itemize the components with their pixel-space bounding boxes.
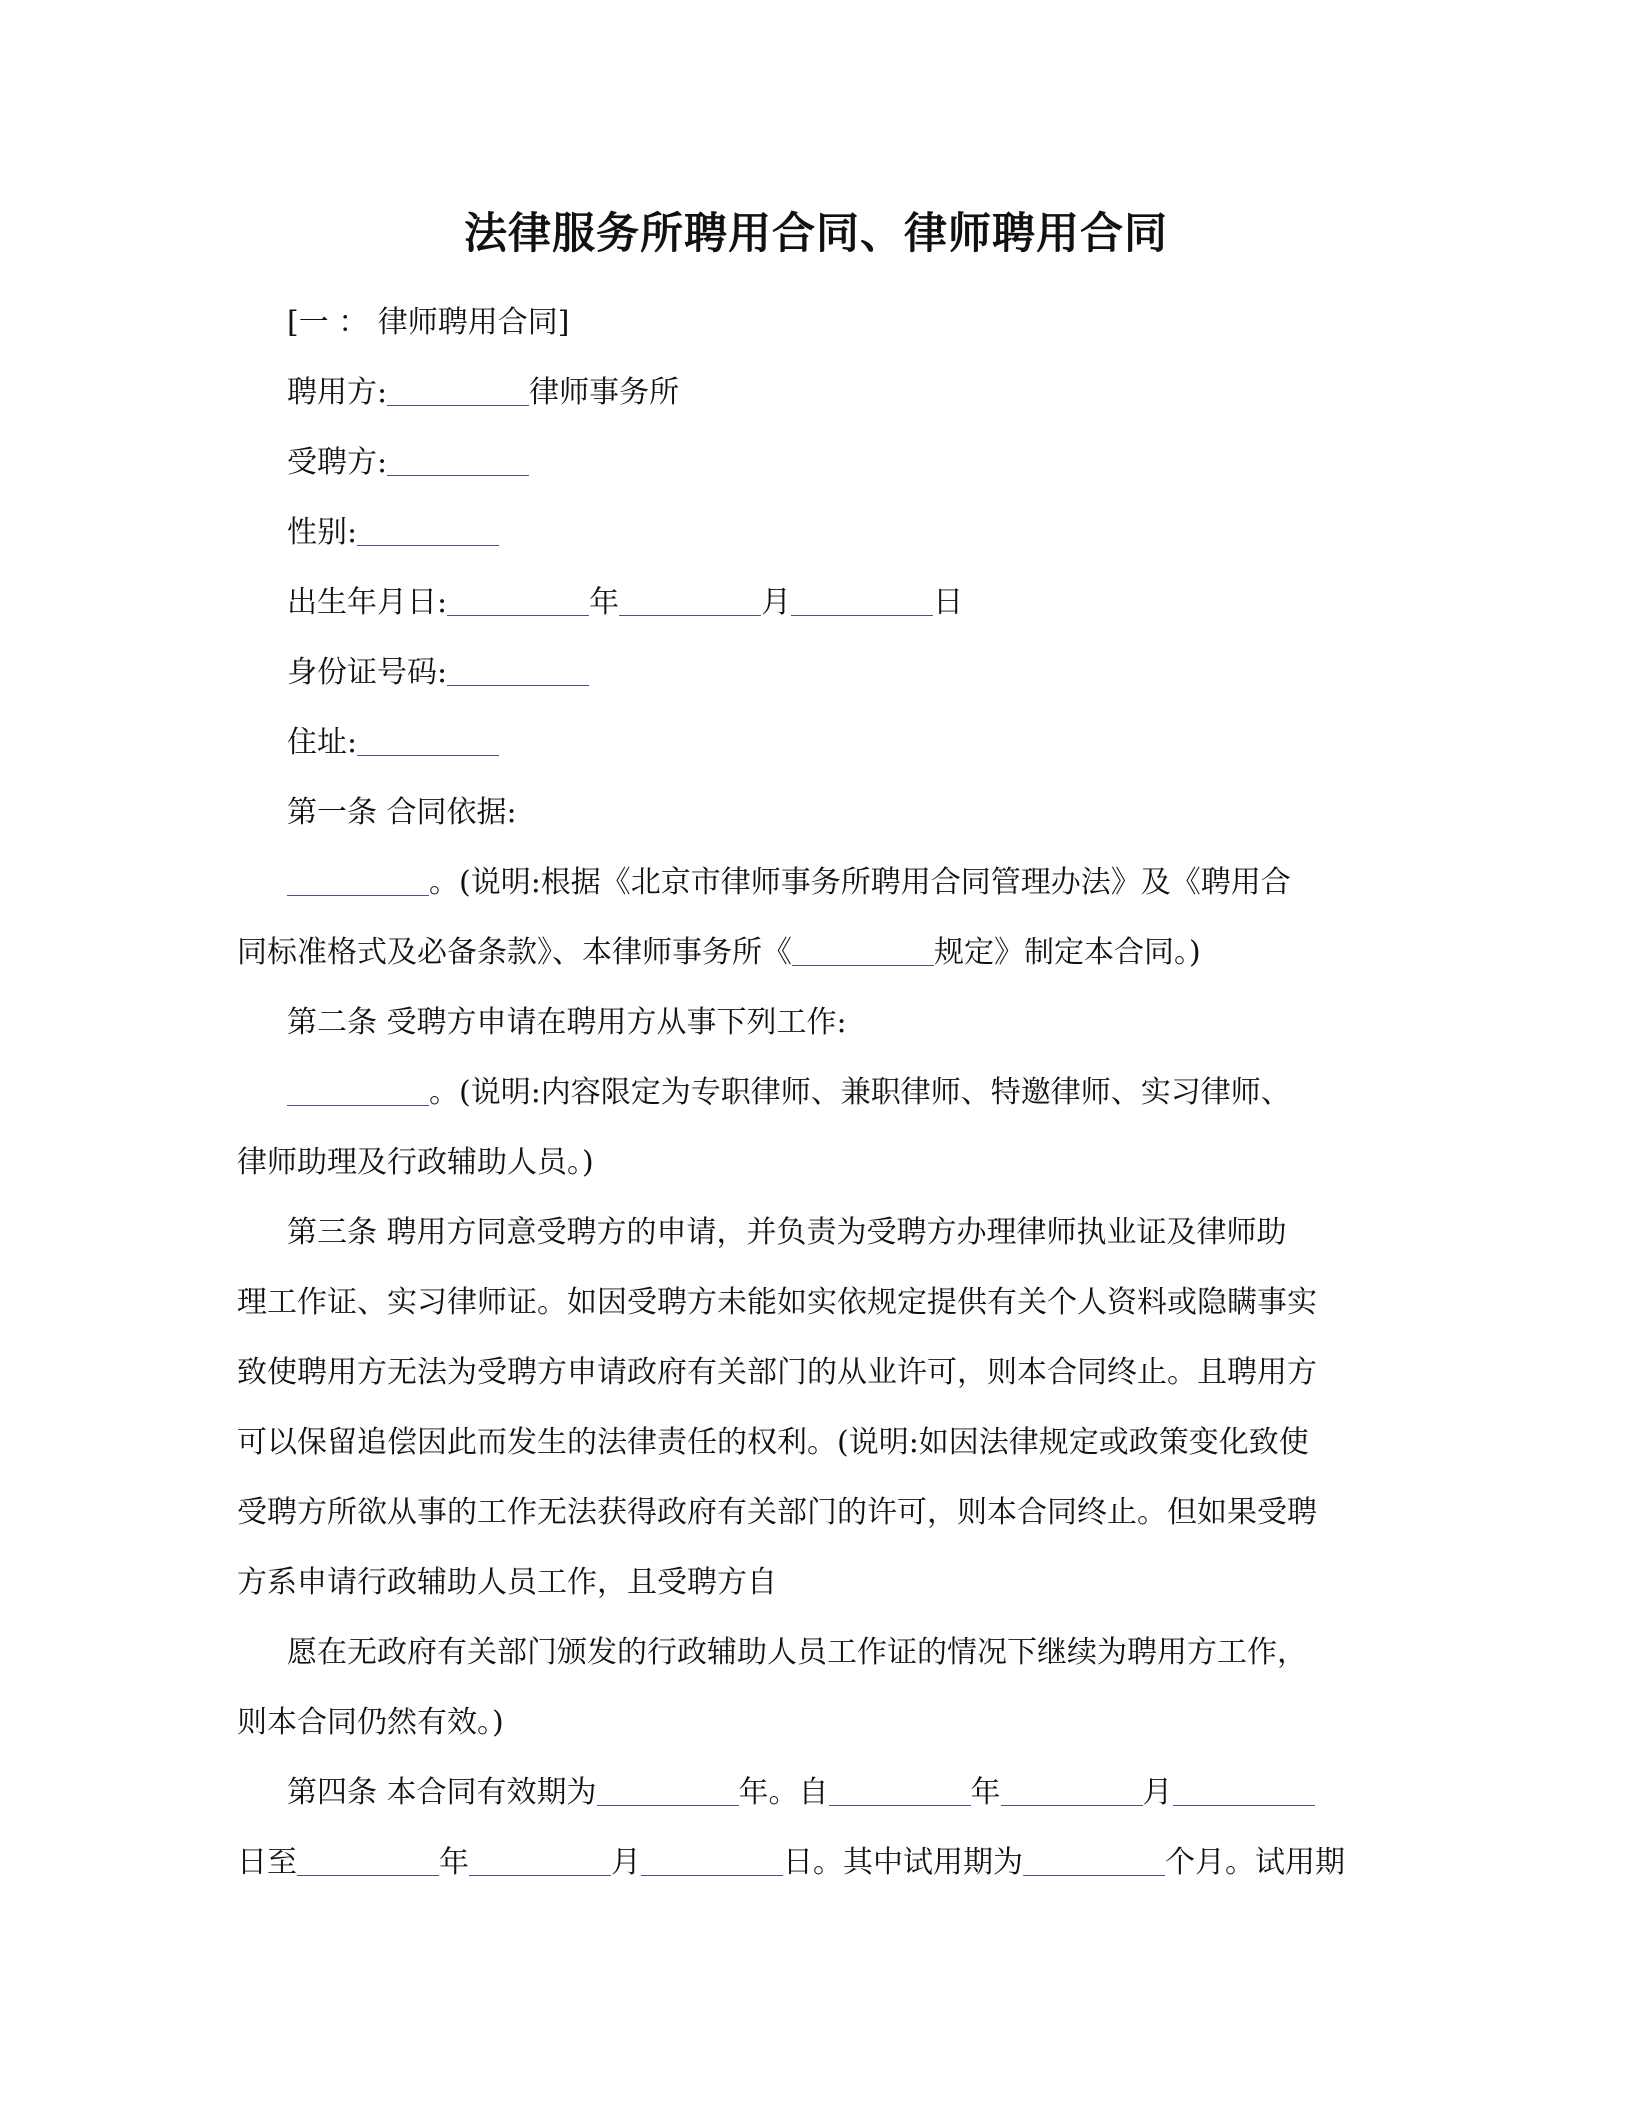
birth-month-blank [619, 585, 761, 616]
article4-text-e: 日至 [237, 1845, 297, 1880]
employer-suffix: 律师事务所 [529, 375, 680, 410]
birth-label: 出生年月日: [287, 585, 448, 620]
month-label: 月 [761, 585, 792, 620]
birth-year-blank [447, 585, 589, 616]
id-blank [447, 655, 589, 686]
end-month-blank [469, 1845, 611, 1876]
employer-blank [387, 375, 529, 406]
gender-line [237, 498, 1387, 568]
article3-line: 致使聘用方无法为受聘方申请政府有关部门的从业许可，则本合同终止。且聘用方 [237, 1355, 1317, 1390]
article1-heading: 第一条 合同依据: [287, 795, 517, 830]
article3-line: 理工作证、实习律师证。如因受聘方未能如实依规定提供有关个人资料或隐瞒事实 [237, 1285, 1317, 1320]
employee-blank [387, 445, 529, 476]
gender-label: 性别: [287, 515, 358, 550]
article4-text-b: 年。自 [738, 1775, 829, 1810]
employee-line [237, 428, 1387, 498]
article3-cont1: 愿在无政府有关部门颁发的行政辅助人员工作证的情况下继续为聘用方工作， [287, 1635, 1307, 1670]
article2-text1: 。(说明:内容限定为专职律师、兼职律师、特邀律师、实习律师、 [429, 1075, 1291, 1110]
article3-line: 方系申请行政辅助人员工作，且受聘方自 [237, 1565, 777, 1600]
document-title: 法律服务所聘用合同、律师聘用合同 [464, 209, 1168, 259]
birth-line [237, 568, 1387, 638]
article3-line: 可以保留追偿因此而发生的法律责任的权利。(说明:如因法律规定或政策变化致使 [237, 1425, 1309, 1460]
probation-blank [1023, 1845, 1165, 1876]
article2-line2: 律师助理及行政辅助人员。) [237, 1145, 594, 1180]
article1-text2b: 规定》制定本合同。) [934, 935, 1201, 970]
end-year-blank [297, 1845, 439, 1876]
article2-line1 [237, 1058, 1387, 1128]
article1-text2a: 同标准格式及必备条款》、本律师事务所《 [237, 935, 792, 970]
article1-line1 [237, 848, 1387, 918]
article4-text-h: 日。其中试用期为 [783, 1845, 1023, 1880]
id-line [237, 638, 1387, 708]
article4-text-f: 年 [439, 1845, 469, 1880]
article3-cont2: 则本合同仍然有效。) [237, 1705, 504, 1740]
year-label: 年 [589, 585, 620, 620]
article4-text-i: 个月。试用期 [1165, 1845, 1345, 1880]
day-label: 日 [933, 585, 964, 620]
address-line [237, 708, 1387, 778]
term-years-blank [597, 1775, 739, 1806]
id-label: 身份证号码: [287, 655, 448, 690]
birth-day-blank [791, 585, 933, 616]
employee-label: 受聘方: [287, 445, 388, 480]
section-heading: [一 ： 律师聘用合同] [287, 305, 570, 340]
article4-text-a: 第四条 本合同有效期为 [287, 1775, 597, 1810]
article2-blank [287, 1075, 429, 1106]
article1-rule-blank [792, 935, 934, 966]
article3-line: 第三条 聘用方同意受聘方的申请，并负责为受聘方办理律师执业证及律师助 [287, 1215, 1287, 1250]
article1-blank [287, 865, 429, 896]
article4-text-c: 年 [970, 1775, 1001, 1810]
start-day-blank [1173, 1775, 1315, 1806]
article3-line: 受聘方所欲从事的工作无法获得政府有关部门的许可，则本合同终止。但如果受聘 [237, 1495, 1317, 1530]
article4-line2 [237, 1828, 1387, 1898]
article4-text-g: 月 [611, 1845, 641, 1880]
article2-heading: 第二条 受聘方申请在聘用方从事下列工作: [287, 1005, 847, 1040]
start-year-blank [829, 1775, 971, 1806]
address-blank [357, 725, 499, 756]
gender-blank [357, 515, 499, 546]
article1-text1: 。(说明:根据《北京市律师事务所聘用合同管理办法》及《聘用合 [429, 865, 1291, 900]
address-label: 住址: [287, 725, 358, 760]
article1-line2 [237, 918, 1387, 988]
article4-text-d: 月 [1142, 1775, 1173, 1810]
employer-label: 聘用方: [287, 375, 388, 410]
end-day-blank [641, 1845, 783, 1876]
start-month-blank [1001, 1775, 1143, 1806]
employer-line [237, 358, 1387, 428]
article4-line1 [237, 1758, 1387, 1828]
